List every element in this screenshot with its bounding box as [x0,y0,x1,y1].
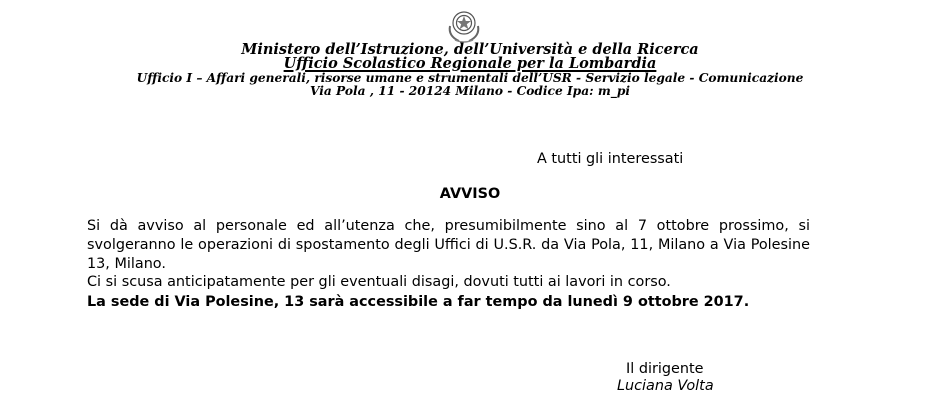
department-name: Ufficio I – Affari generali, risorse umane e strumentali dell’USR - Servizio legale - Comunicazione [136,71,804,85]
regional-office-name: Ufficio Scolastico Regionale per la Lombardia [283,55,657,72]
ministry-name: Ministero dell’Istruzione, dell’Università e della Ricerca [241,41,699,58]
notice-paragraph: Si dà avviso al personale ed all’utenza che, presumibilmente sino al 7 ottobre prossimo, si svolgeranno le operazioni di spostamento degli Uffici di U.S.R. da Via Pola, 11, Milano a Via Polesine 13, Milano. [87,218,810,272]
recipients-line: A tutti gli interessati [537,151,684,167]
new-location-paragraph: La sede di Via Polesine, 13 sarà accessibile a far tempo da lunedì 9 ottobre 2017. [87,294,750,310]
office-address: Via Pola , 11 - 20124 Milano - Codice Ipa: m_pi [310,84,630,98]
signature-role: Il dirigente [626,361,704,377]
italian-republic-emblem-icon [445,8,483,44]
apology-paragraph: Ci si scusa anticipatamente per gli eventuali disagi, dovuti tutti ai lavori in corso. [87,274,671,290]
notice-title: AVVISO [439,186,501,202]
signature-name: Luciana Volta [617,378,714,394]
